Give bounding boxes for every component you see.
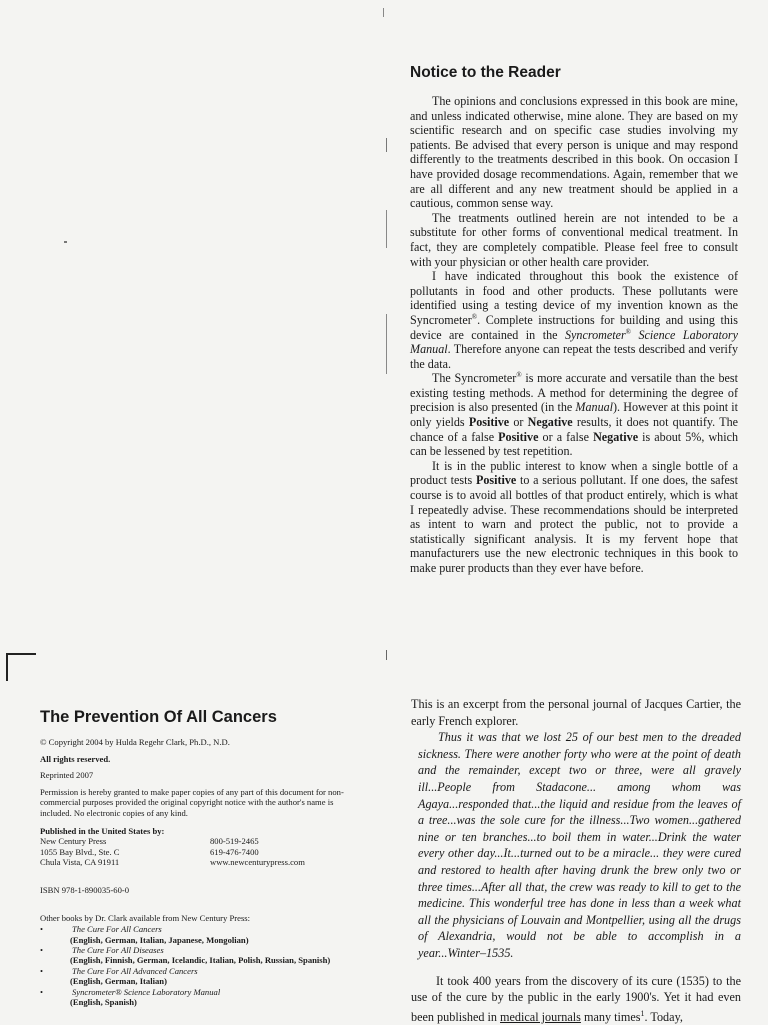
copyright-line: © Copyright 2004 by Hulda Regehr Clark, Ph.D., N.D. (40, 737, 360, 748)
footnote-ref: 1 (641, 1009, 645, 1018)
notice-text-run: or a false (538, 430, 593, 444)
scan-tick-top (383, 8, 384, 17)
publisher-contact (210, 836, 305, 868)
list-item (40, 945, 360, 966)
book-item-title: The Cure For All Cancers (72, 924, 360, 934)
publisher-line: New Century Press (40, 836, 210, 847)
permission-text: Permission is hereby granted to make paper copies of any part of this document for non-commercial purposes provided the original copyright notice with the author's name is included. No electronic copies of any kind. (40, 787, 360, 819)
notice-text-run: The Syncrometer (432, 371, 516, 385)
excerpt-intro: This is an excerpt from the personal journal of Jacques Cartier, the early French explorer. (411, 696, 741, 729)
rights-line: All rights reserved. (40, 754, 360, 765)
reprinted-line: Reprinted 2007 (40, 770, 360, 781)
copyright-page (40, 708, 360, 1007)
notice-text-run: ® (516, 371, 521, 379)
publisher-address (40, 836, 210, 868)
notice-text-run: . Complete instructions for building and using this device are contained in the (410, 313, 738, 342)
published-label: Published in the United States by: (40, 826, 360, 837)
notice-paragraph (410, 269, 738, 371)
notice-body (410, 94, 738, 576)
excerpt-section (411, 696, 741, 1025)
phone-line: 619-476-7400 (210, 847, 305, 858)
notice-text-run: ® (472, 313, 477, 321)
closing-text-2: many times (581, 1010, 641, 1024)
list-item (40, 924, 360, 945)
publisher-line: 1055 Bay Blvd., Ste. C (40, 847, 210, 858)
notice-title: Notice to the Reader (410, 64, 738, 82)
crop-mark (6, 653, 36, 681)
notice-text-run: . Therefore anyone can repeat the tests described and verify the data. (410, 342, 738, 371)
gutter-mark-3 (386, 314, 387, 374)
notice-text-run: Manual (575, 400, 613, 414)
notice-text-run: Negative (528, 415, 573, 429)
notice-paragraph (410, 371, 738, 459)
notice-text-run: is about 5%, which can be lessened by test repetition. (410, 430, 738, 459)
notice-text-run: to a serious pollutant. If one does, the safest course is to avoid all bottles of that product entirely, which is what I repeatedly advise. These recommendations should be interpreted as intent to warn and protect the public, not to provide a statistically significant analysis. It is my fervent hope that manufacturers use the new electronic techniques in this book to make purer products than they ever have before. (410, 473, 738, 575)
website-line: www.newcenturypress.com (210, 857, 305, 868)
other-books-label: Other books by Dr. Clark available from New Century Press: (40, 913, 360, 924)
notice-paragraph (410, 459, 738, 576)
notice-text-run: Positive (498, 430, 538, 444)
book-item-title: The Cure For All Advanced Cancers (72, 966, 360, 976)
notice-section (410, 64, 738, 576)
notice-text-run: The treatments outlined herein are not intended to be a substitute for other forms of conventional medical treatment. In fact, they are completely compatible. Please feel free to consult with your physician or other health care provider. (410, 211, 738, 269)
gutter-mark-4 (386, 650, 387, 660)
notice-text-run: Negative (593, 430, 638, 444)
notice-text-run: ). However at this point it only yields (410, 400, 738, 429)
scan-dot (64, 241, 67, 243)
notice-text-run: Positive (469, 415, 509, 429)
notice-text-run: I have indicated throughout this book the existence of pollutants in food and other products. These pollutants were identified using a testing device of my invention known as the Syncrometer (410, 269, 738, 327)
phone-line: 800-519-2465 (210, 836, 305, 847)
bullet: • (40, 987, 43, 997)
book-item-languages: (English, German, Italian, Japanese, Mongolian) (70, 935, 360, 945)
bullet: • (40, 945, 43, 955)
notice-text-run: Syncrometer (565, 328, 626, 342)
notice-text-run: It is in the public interest to know when a single bottle of a product tests (410, 459, 738, 488)
gutter-mark-1 (386, 138, 387, 152)
notice-text-run: is more accurate and versatile than the best existing testing methods. A method for determining the degree of precision is also presented (in the (410, 371, 738, 414)
book-item-languages: (English, Spanish) (70, 997, 360, 1007)
book-item-languages: (English, Finnish, German, Icelandic, Italian, Polish, Russian, Spanish) (70, 955, 360, 965)
notice-text-run: The opinions and conclusions expressed in this book are mine, and unless indicated otherwise, mine alone. They are based on my scientific research and on specific case studies involving my patients. Be advised that every person is unique and may respond differently to the treatments described in this book. On occasion I have provided dosage recommendations. Again, remember that we are all different and any new treatment should be applied in a cautious, common sense way. (410, 94, 738, 210)
excerpt-closing (411, 973, 741, 1025)
book-title: The Prevention Of All Cancers (40, 708, 360, 727)
gutter-mark-2 (386, 210, 387, 248)
notice-text-run: Science Laboratory Manual (410, 328, 738, 357)
notice-text-run: Positive (476, 473, 516, 487)
notice-text-run: ® (626, 327, 631, 335)
excerpt-quote: Thus it was that we lost 25 of our best men to the dreaded sickness. There were another forty who were at the point of death and the remainder, except two or three, were all gravely ill...People from Stadacone... among whom was Agaya...responded that...the liquid and residue from the leaves of a tree...was the sole cure for the illness...Two women...gathered nine or ten branches...to boil them in water...Drink the water every other day...It...turned out to be a miracle... they were cured and restored to health after having drunk the brew only two or three times...After all that, the crew was ready to kill to get to the medicine. This wonderful tree has done in less than a week what all the physicians of Louvain and Montpellier, using all the drugs of Alexandria, would not be able to accomplish in a year...Winter–1535. (411, 729, 741, 961)
book-item-title: The Cure For All Diseases (72, 945, 360, 955)
bullet: • (40, 966, 43, 976)
list-item (40, 987, 360, 1008)
notice-paragraph (410, 211, 738, 269)
notice-text-run: results, it does not quantify. The chance of a false (410, 415, 738, 444)
notice-text-run: or (509, 415, 528, 429)
book-item-title: Syncrometer® Science Laboratory Manual (72, 987, 360, 997)
closing-tail: . Today, (645, 1010, 683, 1024)
publisher-block (40, 836, 360, 868)
isbn: ISBN 978-1-890035-60-0 (40, 885, 360, 896)
list-item (40, 966, 360, 987)
publisher-line: Chula Vista, CA 91911 (40, 857, 210, 868)
bullet: • (40, 924, 43, 934)
closing-text: It took 400 years from the discovery of its cure (1535) to the use of the cure by the public in the early 1900's. Yet it had even been published in (411, 974, 741, 1024)
medical-journals-link: medical journals (500, 1010, 581, 1024)
other-books-list (40, 924, 360, 1007)
notice-paragraph (410, 94, 738, 211)
book-item-languages: (English, German, Italian) (70, 976, 360, 986)
